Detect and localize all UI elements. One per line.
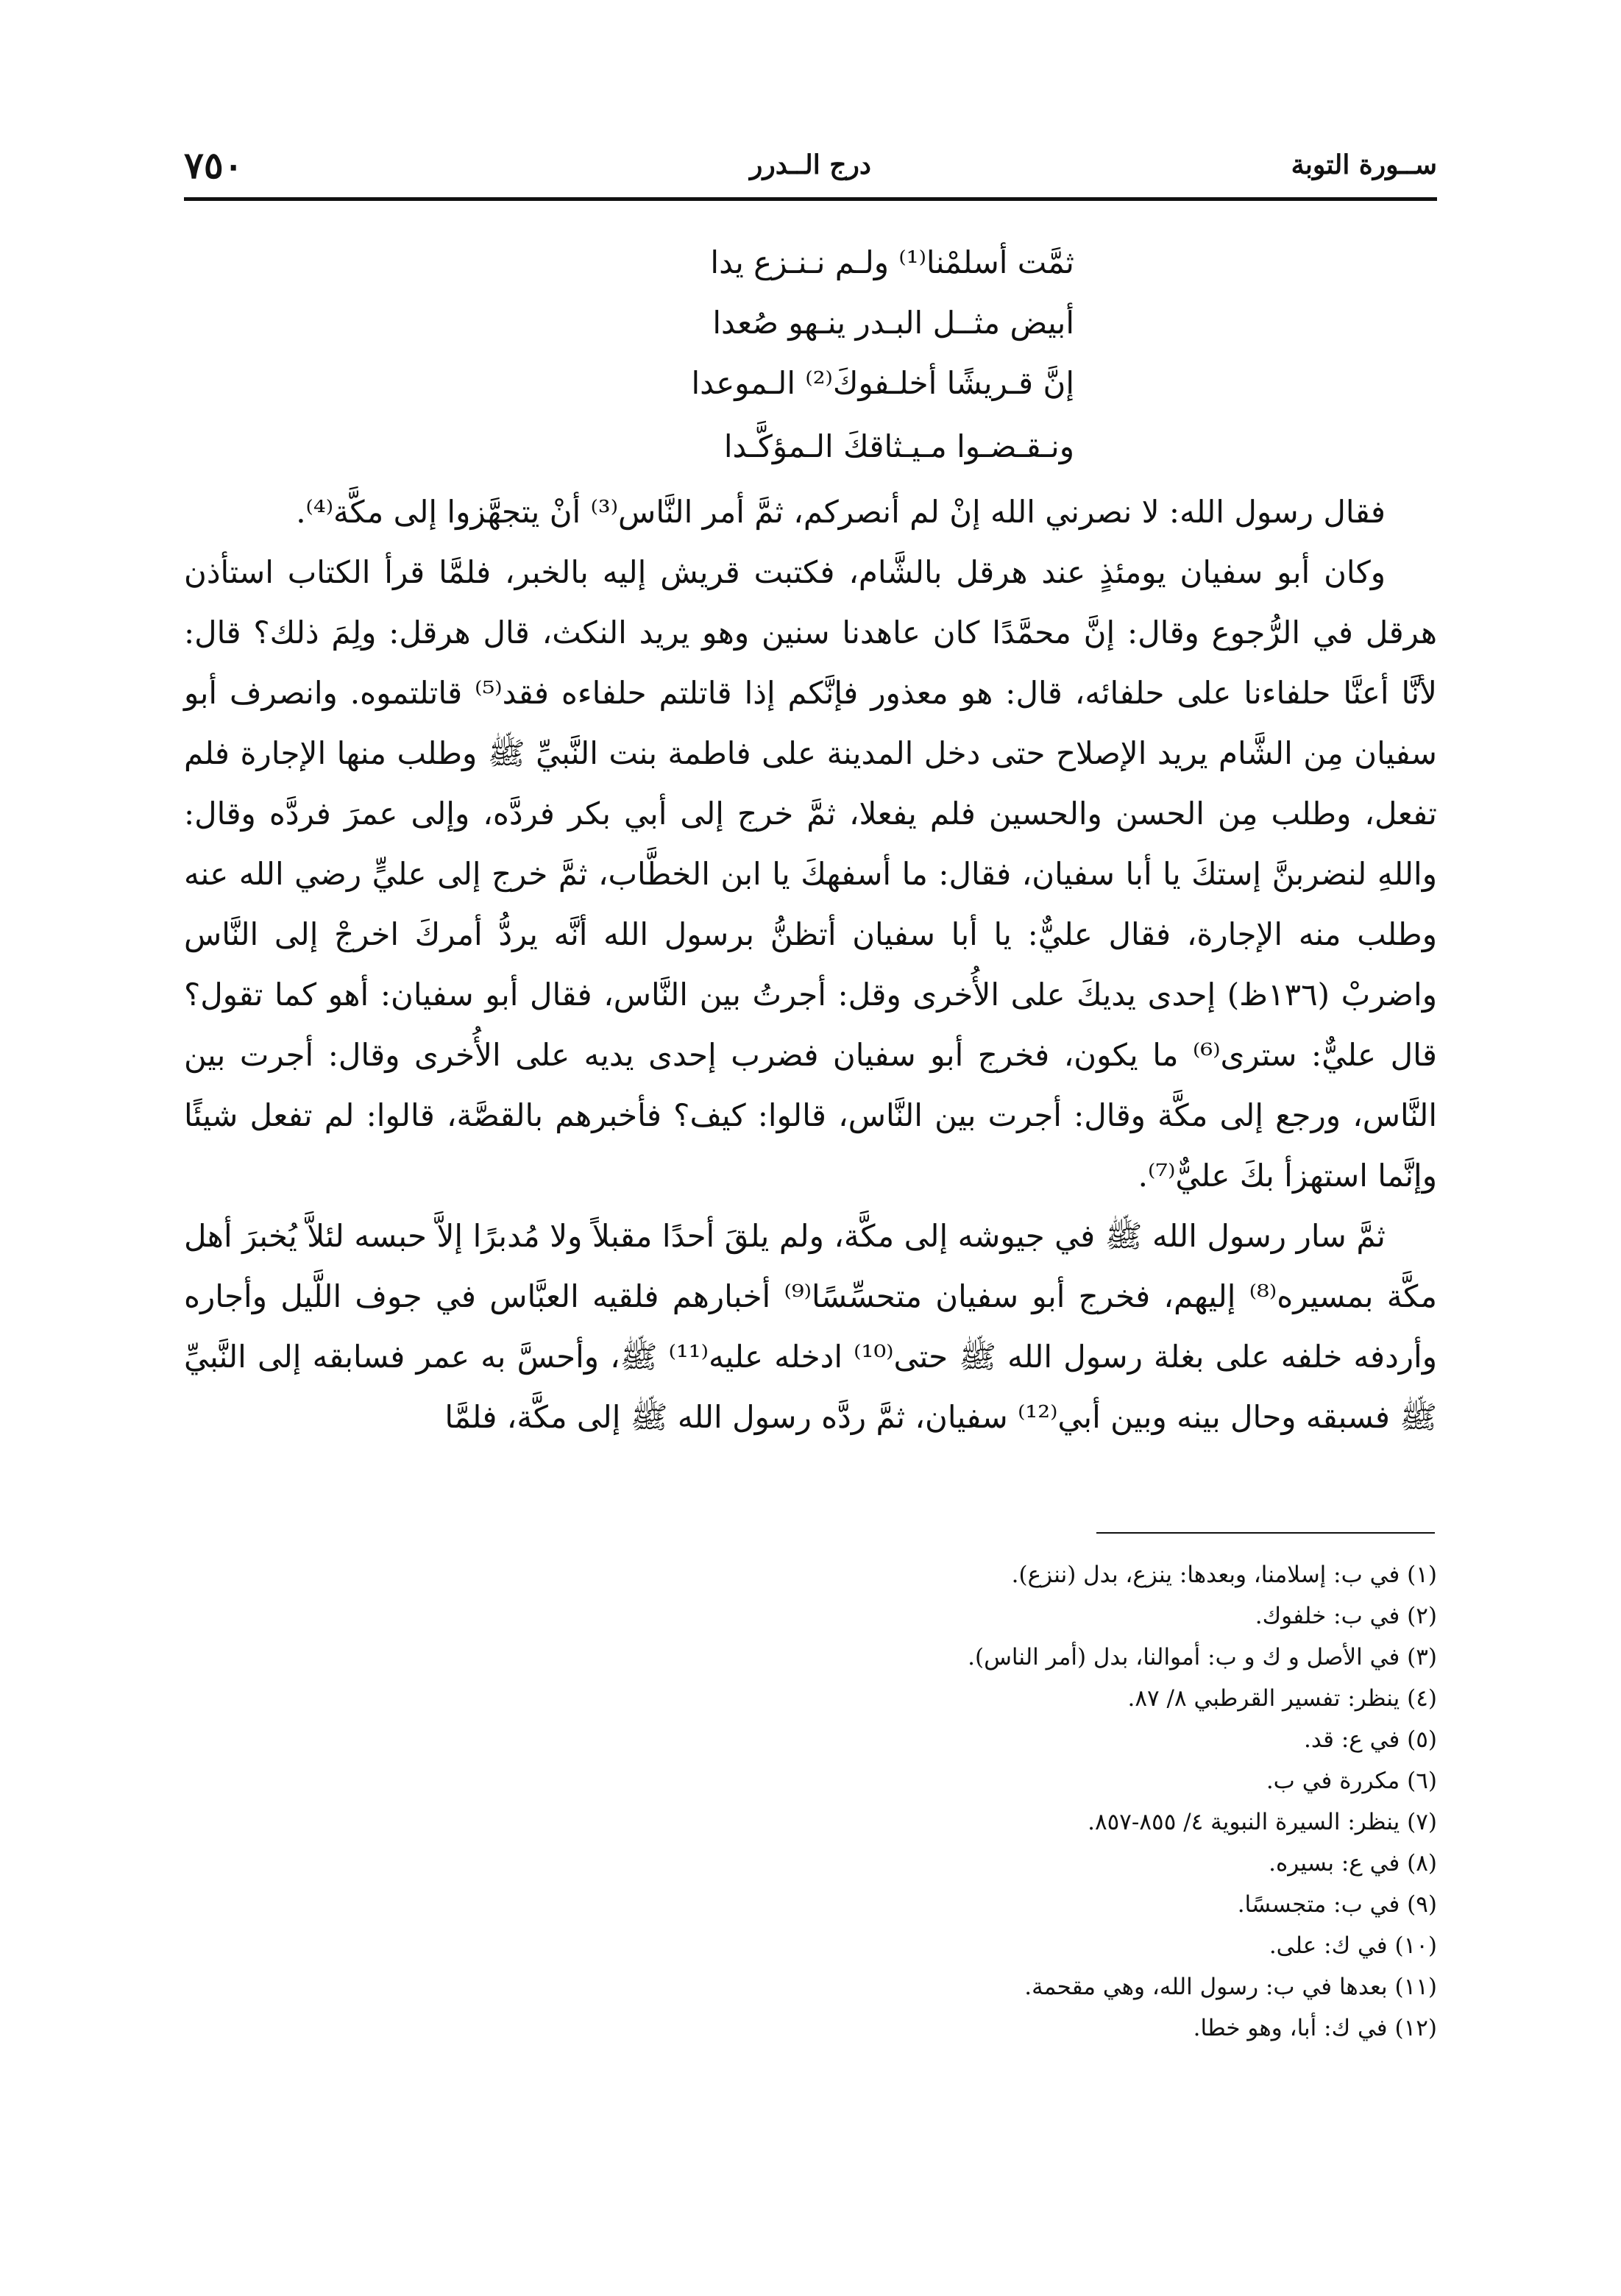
running-header <box>184 144 1437 195</box>
footnote: (٧) ينظر: السيرة النبوية ٤/ ٨٥٥-٨٥٧. <box>1088 1809 1437 1835</box>
footnote: (٦) مكررة في ب. <box>1266 1768 1437 1794</box>
main-text <box>184 482 1437 1448</box>
book-title: درج الــدرر <box>750 149 871 180</box>
footnote: (١١) بعدها في ب: رسول الله، وهي مقحمة. <box>1024 1974 1437 2000</box>
poem-line: ثمَّت أسلمْنا⁽¹⁾ ولـم نـنـزع يدا <box>710 244 1074 280</box>
footnote: (٤) ينظر: تفسير القرطبي ٨/ ٨٧. <box>1127 1685 1437 1712</box>
footnote: (٢) في ب: خلفوك. <box>1255 1603 1437 1629</box>
footnote: (٩) في ب: متجسسًا. <box>1237 1891 1437 1918</box>
footnote: (١٠) في ك: على. <box>1269 1932 1437 1959</box>
poem-line: إنَّ قـريشًا أخلـفوكَ⁽²⁾ الـموعدا <box>691 365 1074 401</box>
paragraph: وكان أبو سفيان يومئذٍ عند هرقل بالشَّام، فكتبت قريش إليه بالخبر، فلمَّا قرأ الكتاب استأذن هرقل في الرُّجوع وقال: إنَّ محمَّدًا كان عاهدنا سنين وهو يريد النكث، قال هرقل: ولِمَ ذلك؟ قال: لأنَّا أعنَّا حلفاءنا على حلفائه، قال: هو معذور فإنَّكم إذا قاتلتم حلفاءه فقد⁽⁵⁾ قاتلتموه. وانصرف أبو سفيان مِن الشَّام يريد الإصلاح حتى دخل المدينة على فاطمة بنت النَّبيِّ ﷺ وطلب منها الإجارة فلم تفعل، وطلب مِن الحسن والحسين فلم يفعلا، ثمَّ خرج إلى أبي بكر فردَّه، وإلى عمرَ فردَّه وقال: واللهِ لنضربنَّ إستكَ يا أبا سفيان، فقال: ما أسفهكَ يا ابن الخطَّاب، ثمَّ خرج إلى عليٍّ رضي الله عنه وطلب منه الإجارة، فقال عليٌّ: يا أبا سفيان أتظنُّ برسول الله أنَّه يردُّ أمركَ اخرجْ إلى النَّاس واضربْ (١٣٦ظ) إحدى يديكَ على الأُخرى وقل: أجرتُ بين النَّاس، فقال أبو سفيان: أهو كما تقول؟ قال عليٌّ: ستری⁽⁶⁾ ما يكون، فخرج أبو سفيان فضرب إحدى يديه على الأُخرى وقال: أجرت بين النَّاس، ورجع إلى مكَّة وقال: أجرت بين النَّاس، قالوا: كيف؟ فأخبرهم بالقصَّة، قالوا: لم تفعل شيئًا وإنَّما استهزأ بكَ عليٌّ⁽⁷⁾. <box>184 554 1437 1194</box>
footnote: (٣) في الأصل و ك و ب: أموالنا، بدل (أمر الناس). <box>968 1644 1437 1670</box>
page-number: ٧٥٠ <box>184 144 244 187</box>
paragraph: فقال رسول الله: لا نصرني الله إنْ لم أنصركم، ثمَّ أمر النَّاس⁽³⁾ أنْ يتجهَّزوا إلى مكَّة⁽⁴⁾. <box>296 494 1386 530</box>
header-rule <box>184 197 1437 201</box>
sura-title: ســورة التوبة <box>1291 149 1437 180</box>
footnote: (١) في ب: إسلامنا، وبعدها: ينزع، بدل (ننزع). <box>1011 1562 1437 1588</box>
paragraph: ثمَّ سار رسول الله ﷺ في جيوشه إلى مكَّة، ولم يلقَ أحدًا مقبلاً ولا مُدبرًا إلاَّ حبسه لئلاَّ يُخبرَ أهل مكَّة بمسيره⁽⁸⁾ إليهم، فخرج أبو سفيان متحسِّسًا⁽⁹⁾ أخبارهم فلقيه العبَّاس في جوف اللَّيل وأجاره وأردفه خلفه على بغلة رسول الله ﷺ حتى⁽¹⁰⁾ ادخله عليه⁽¹¹⁾ ﷺ، وأحسَّ به عمر فسابقه إلى النَّبيِّ ﷺ فسبقه وحال بينه وبين أبي⁽¹²⁾ سفيان، ثمَّ ردَّه رسول الله ﷺ إلى مكَّة، فلمَّا <box>184 1218 1438 1435</box>
poem-line: أبيض مثــل البـدر ينـهو صُعدا <box>712 305 1074 341</box>
footnote: (٥) في ع: قد. <box>1304 1726 1437 1753</box>
footnote: (٨) في ع: بسيره. <box>1269 1850 1437 1877</box>
footnote: (١٢) في ك: أبا، وهو خطا. <box>1193 2015 1437 2041</box>
footnotes <box>407 1554 1437 2049</box>
poem-line: ونـقـضـوا مـيـثاقكَ الـمؤكَّـدا <box>723 428 1074 464</box>
footnote-separator <box>1096 1532 1435 1534</box>
